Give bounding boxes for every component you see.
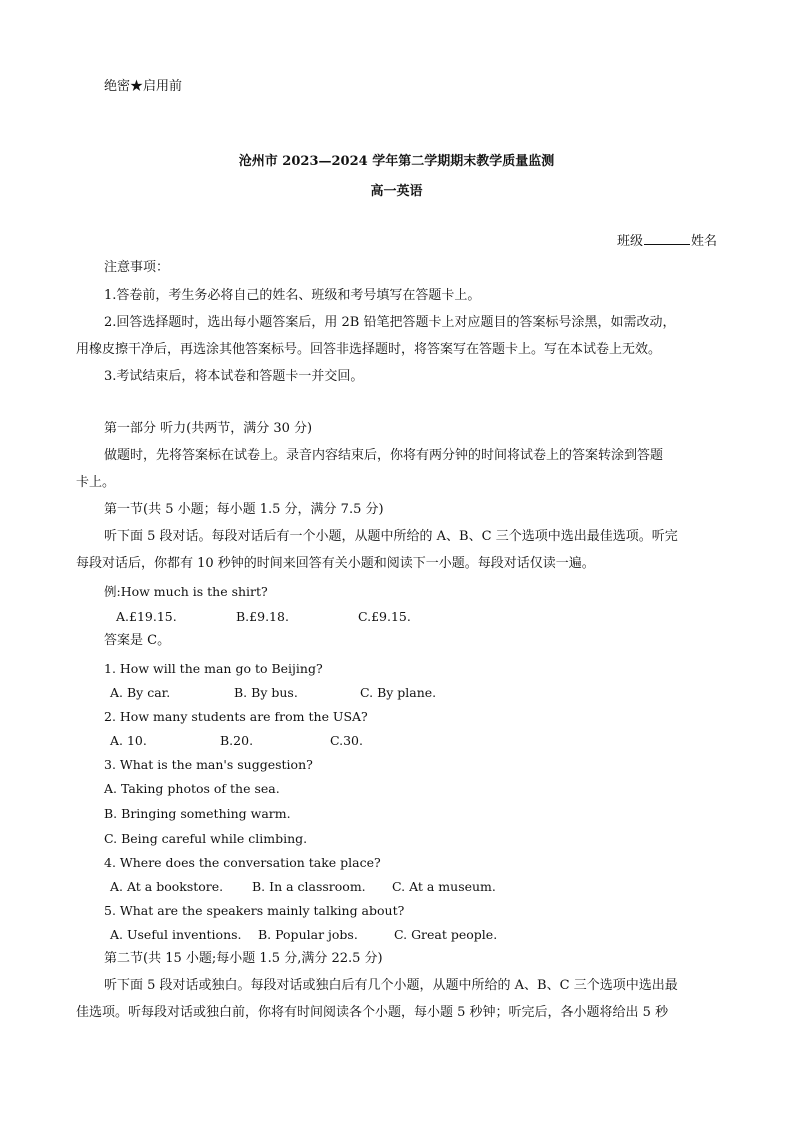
question: 4. Where does the conversation take place?	[104, 855, 381, 870]
question: 5. What are the speakers mainly talking about?	[104, 903, 405, 918]
notice-item: 1.答卷前，考生务必将自己的姓名、班级和考号填写在答题卡上。	[104, 288, 481, 303]
question-option: A. Taking photos of the sea.	[104, 781, 280, 796]
example-option: C.£9.15.	[358, 609, 411, 624]
section1-heading: 第一节(共 5 小题；每小题 1.5 分，满分 7.5 分)	[104, 502, 384, 517]
question-option: B. Bringing something warm.	[104, 806, 291, 821]
question: 3. What is the man's suggestion?	[104, 757, 313, 772]
example-option: B.£9.18.	[236, 609, 289, 624]
question-option: C.30.	[330, 733, 363, 748]
question-option: C. By plane.	[360, 685, 437, 700]
notice-item: 2.回答选择题时，选出每小题答案后，用 2B 铅笔把答题卡上对应题目的答案标号涂黑，如需改动，	[104, 315, 676, 330]
section2-instructions: 佳选项。听每段对话或独白前，你将有时间阅读各个小题，每小题 5 秒钟；听完后，各小题将给出 5 秒	[76, 1005, 669, 1020]
question-option: A. 10.	[110, 733, 147, 748]
question-option: B. By bus.	[234, 685, 298, 700]
part1-intro: 卡上。	[76, 475, 116, 490]
name-label: 姓名	[690, 234, 717, 249]
part1-heading: 第一部分 听力(共两节，满分 30 分)	[104, 421, 313, 436]
part1-intro: 做题时，先将答案标在试卷上。录音内容结束后，你将有两分钟的时间将试卷上的答案转涂到答题	[104, 448, 664, 463]
example-question: 例:How much is the shirt?	[104, 584, 268, 599]
question: 2. How many students are from the USA?	[104, 709, 368, 724]
section2-heading: 第二节(共 15 小题;每小题 1.5 分,满分 22.5 分)	[104, 951, 383, 966]
question-option: B. In a classroom.	[252, 879, 366, 894]
example-answer: 答案是 C。	[104, 633, 171, 648]
question-option: C. Being careful while climbing.	[104, 831, 308, 846]
question-option: B.20.	[220, 733, 254, 748]
section2-instructions: 听下面 5 段对话或独白。每段对话或独白后有几个小题，从题中所给的 A、B、C 三个选项中选出最	[104, 978, 678, 993]
question-option: A. At a bookstore.	[110, 879, 224, 894]
question-option: C. Great people.	[394, 927, 498, 942]
question-option: A. Useful inventions.	[110, 927, 242, 942]
question: 1. How will the man go to Beijing?	[104, 661, 323, 676]
example-option: A.£19.15.	[116, 609, 177, 624]
class-label: 班级	[616, 234, 643, 249]
notice-item: 3.考试结束后，将本试卷和答题卡一并交回。	[104, 369, 364, 384]
class-name-fields	[617, 232, 717, 251]
question-option: A. By car.	[110, 685, 171, 700]
class-blank	[644, 232, 690, 245]
exam-title: 沧州市 2023—2024 学年第二学期期末教学质量监测	[238, 154, 555, 169]
confidential-label: 绝密★启用前	[104, 79, 183, 94]
exam-subject: 高一英语	[370, 184, 423, 199]
section1-instructions: 听下面 5 段对话。每段对话后有一个小题，从题中所给的 A、B、C 三个选项中选出最佳选项。听完	[104, 529, 678, 544]
question-option: B. Popular jobs.	[258, 927, 358, 942]
section1-instructions: 每段对话后，你都有 10 秒钟的时间来回答有关小题和阅读下一小题。每段对话仅读一遍。	[76, 556, 595, 571]
notice-heading: 注意事项：	[104, 260, 170, 275]
notice-item: 用橡皮擦干净后，再选涂其他答案标号。回答非选择题时，将答案写在答题卡上。写在本试卷上无效。	[76, 342, 662, 357]
question-option: C. At a museum.	[392, 879, 496, 894]
